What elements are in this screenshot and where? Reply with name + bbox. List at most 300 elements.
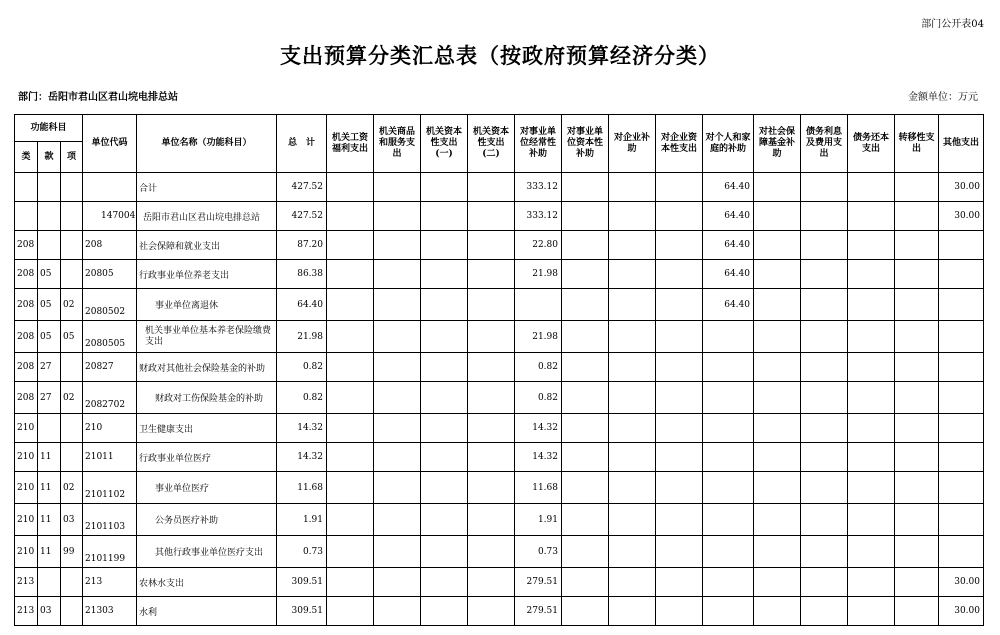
cell-total: 1.91 [277,504,327,536]
page-title: 支出预算分类汇总表（按政府预算经济分类） [280,43,720,68]
cell-lei: 213 [15,597,38,626]
cell-xiang [61,597,83,626]
cell-kuan: 11 [38,536,61,568]
header-kuan: 款 [38,142,61,173]
cell-lei: 208 [15,353,38,382]
cell-col13 [895,321,939,353]
cell-col9 [703,353,754,382]
cell-col6 [562,202,609,231]
cell-col13 [895,202,939,231]
cell-col5: 14.32 [515,414,562,443]
cell-col2 [374,536,421,568]
cell-col3 [421,382,468,414]
cell-col11 [801,568,848,597]
cell-col8 [656,231,703,260]
cell-col7 [609,536,656,568]
cell-col10 [754,382,801,414]
cell-col11 [801,443,848,472]
cell-col9 [703,568,754,597]
header-col11: 债务利息及费用支出 [801,115,848,173]
cell-unit-code: 208 [83,231,137,260]
cell-col7 [609,568,656,597]
cell-col1 [327,443,374,472]
cell-col4 [468,536,515,568]
cell-col7 [609,597,656,626]
table-row [15,289,984,321]
cell-col8 [656,289,703,321]
table-row [15,443,984,472]
cell-kuan [38,202,61,231]
cell-col9: 64.40 [703,289,754,321]
cell-col12 [848,414,895,443]
header-col4: 机关资本性支出(二) [468,115,515,173]
cell-col10 [754,414,801,443]
cell-total: 309.51 [277,597,327,626]
table-number-label: 部门公开表04 [921,19,984,30]
table-row [15,568,984,597]
header-col10: 对社会保障基金补助 [754,115,801,173]
cell-col10 [754,443,801,472]
cell-total: 427.52 [277,173,327,202]
header-col3: 机关资本性支出(一) [421,115,468,173]
cell-col1 [327,472,374,504]
cell-col1 [327,289,374,321]
cell-col13 [895,443,939,472]
cell-col2 [374,353,421,382]
cell-col14 [939,536,984,568]
cell-lei: 213 [15,568,38,597]
cell-xiang: 05 [61,321,83,353]
cell-xiang [61,443,83,472]
cell-col2 [374,472,421,504]
cell-col6 [562,568,609,597]
cell-col1 [327,321,374,353]
cell-unit-name: 事业单位医疗 [137,472,277,504]
cell-col4 [468,443,515,472]
cell-col10 [754,260,801,289]
cell-kuan: 11 [38,472,61,504]
cell-col7 [609,289,656,321]
cell-total: 14.32 [277,414,327,443]
cell-col6 [562,414,609,443]
table-row [15,414,984,443]
cell-col12 [848,260,895,289]
cell-col8 [656,321,703,353]
table-row [15,202,984,231]
cell-kuan: 27 [38,382,61,414]
header-col5: 对事业单位经常性补助 [515,115,562,173]
cell-kuan [38,173,61,202]
cell-col14 [939,260,984,289]
table-row [15,353,984,382]
cell-col11 [801,382,848,414]
cell-unit-name: 岳阳市君山区君山垸电排总站 [137,202,277,231]
cell-col9 [703,414,754,443]
cell-col9 [703,504,754,536]
cell-col8 [656,536,703,568]
cell-col4 [468,289,515,321]
cell-total: 64.40 [277,289,327,321]
cell-col7 [609,260,656,289]
cell-col8 [656,568,703,597]
cell-unit-name: 机关事业单位基本养老保险缴费支出 [137,321,277,353]
cell-total: 427.52 [277,202,327,231]
cell-col13 [895,597,939,626]
cell-col9: 64.40 [703,173,754,202]
cell-kuan: 05 [38,289,61,321]
cell-col14 [939,382,984,414]
cell-col3 [421,443,468,472]
cell-col6 [562,173,609,202]
cell-total: 21.98 [277,321,327,353]
cell-col1 [327,536,374,568]
amount-unit-label: 金额单位：万元 [908,92,978,103]
cell-unit-name: 行政事业单位养老支出 [137,260,277,289]
cell-col6 [562,443,609,472]
cell-col10 [754,289,801,321]
cell-col4 [468,472,515,504]
table-row [15,472,984,504]
cell-col13 [895,568,939,597]
cell-total: 309.51 [277,568,327,597]
cell-col11 [801,321,848,353]
cell-col12 [848,231,895,260]
cell-col5: 0.73 [515,536,562,568]
cell-unit-code: 2082702 [83,382,137,414]
cell-unit-code: 2101199 [83,536,137,568]
header-col14: 其他支出 [939,115,984,173]
cell-kuan: 05 [38,260,61,289]
cell-col12 [848,504,895,536]
cell-kuan: 11 [38,504,61,536]
cell-col13 [895,536,939,568]
cell-col6 [562,231,609,260]
cell-col2 [374,568,421,597]
header-col7: 对企业补助 [609,115,656,173]
cell-col4 [468,597,515,626]
cell-col5: 279.51 [515,568,562,597]
cell-lei: 208 [15,289,38,321]
cell-col13 [895,353,939,382]
cell-total: 87.20 [277,231,327,260]
cell-unit-name: 财政对工伤保险基金的补助 [137,382,277,414]
header-col1: 机关工资福利支出 [327,115,374,173]
cell-col7 [609,414,656,443]
cell-col6 [562,382,609,414]
cell-col4 [468,260,515,289]
cell-col4 [468,504,515,536]
cell-lei: 208 [15,382,38,414]
cell-col10 [754,321,801,353]
cell-col14 [939,443,984,472]
cell-kuan: 11 [38,443,61,472]
cell-unit-name: 其他行政事业单位医疗支出 [137,536,277,568]
cell-col8 [656,472,703,504]
cell-col8 [656,353,703,382]
cell-col11 [801,536,848,568]
cell-kuan [38,568,61,597]
cell-col7 [609,231,656,260]
cell-col10 [754,173,801,202]
cell-unit-name: 水利 [137,597,277,626]
cell-lei [15,202,38,231]
cell-col9 [703,321,754,353]
cell-col10 [754,353,801,382]
cell-col9 [703,382,754,414]
cell-col8 [656,173,703,202]
cell-col8 [656,443,703,472]
cell-col1 [327,260,374,289]
cell-col12 [848,568,895,597]
header-total: 总 计 [277,115,327,173]
cell-lei: 210 [15,414,38,443]
cell-col12 [848,202,895,231]
header-unit-code: 单位代码 [83,115,137,173]
cell-unit-code: 210 [83,414,137,443]
cell-col2 [374,597,421,626]
cell-col13 [895,260,939,289]
cell-kuan: 05 [38,321,61,353]
cell-col3 [421,260,468,289]
cell-unit-code: 2080505 [83,321,137,353]
cell-col3 [421,414,468,443]
cell-col13 [895,289,939,321]
cell-col5: 14.32 [515,443,562,472]
cell-col14 [939,321,984,353]
cell-col7 [609,321,656,353]
cell-col2 [374,231,421,260]
cell-col14: 30.00 [939,597,984,626]
cell-col10 [754,536,801,568]
cell-col13 [895,504,939,536]
cell-unit-code: 20805 [83,260,137,289]
cell-col3 [421,504,468,536]
cell-col3 [421,202,468,231]
table-row [15,597,984,626]
cell-col1 [327,173,374,202]
cell-col4 [468,231,515,260]
cell-col2 [374,173,421,202]
cell-lei: 210 [15,443,38,472]
cell-col3 [421,353,468,382]
cell-col7 [609,173,656,202]
cell-col9 [703,443,754,472]
cell-col4 [468,568,515,597]
cell-col5: 333.12 [515,202,562,231]
cell-unit-name: 社会保障和就业支出 [137,231,277,260]
cell-kuan: 03 [38,597,61,626]
cell-col2 [374,504,421,536]
cell-unit-code: 21303 [83,597,137,626]
cell-col1 [327,202,374,231]
cell-col14 [939,289,984,321]
cell-unit-code: 21011 [83,443,137,472]
cell-col8 [656,504,703,536]
cell-unit-code [83,173,137,202]
cell-kuan [38,414,61,443]
header-func-subject: 功能科目 [15,115,83,142]
table-row [15,260,984,289]
cell-col3 [421,321,468,353]
cell-col12 [848,382,895,414]
cell-lei: 210 [15,536,38,568]
cell-col10 [754,231,801,260]
cell-col6 [562,504,609,536]
cell-col1 [327,231,374,260]
cell-col2 [374,414,421,443]
cell-xiang [61,260,83,289]
header-unit-name: 单位名称（功能科目） [137,115,277,173]
cell-col12 [848,597,895,626]
cell-col3 [421,472,468,504]
cell-col7 [609,504,656,536]
cell-col11 [801,202,848,231]
cell-col14 [939,504,984,536]
cell-col8 [656,260,703,289]
cell-col5: 21.98 [515,321,562,353]
cell-col8 [656,414,703,443]
table-row [15,173,984,202]
cell-col3 [421,536,468,568]
cell-col9: 64.40 [703,202,754,231]
cell-col11 [801,289,848,321]
cell-col9 [703,597,754,626]
cell-unit-code: 213 [83,568,137,597]
header-lei: 类 [15,142,38,173]
cell-col1 [327,414,374,443]
cell-unit-code: 147004 [83,202,137,231]
cell-col4 [468,414,515,443]
cell-col2 [374,382,421,414]
cell-col12 [848,173,895,202]
cell-col14: 30.00 [939,568,984,597]
cell-col1 [327,568,374,597]
cell-col10 [754,472,801,504]
cell-col8 [656,202,703,231]
cell-total: 14.32 [277,443,327,472]
cell-col14 [939,231,984,260]
cell-col6 [562,260,609,289]
cell-total: 0.73 [277,536,327,568]
expenditure-budget-table [14,114,984,626]
header-col6: 对事业单位资本性补助 [562,115,609,173]
cell-col5: 11.68 [515,472,562,504]
cell-col6 [562,321,609,353]
cell-lei: 208 [15,321,38,353]
cell-unit-code: 2080502 [83,289,137,321]
cell-col10 [754,568,801,597]
cell-unit-name: 财政对其他社会保险基金的补助 [137,353,277,382]
header-xiang: 项 [61,142,83,173]
header-col13: 转移性支出 [895,115,939,173]
cell-total: 0.82 [277,382,327,414]
header-col12: 债务还本支出 [848,115,895,173]
cell-col4 [468,353,515,382]
cell-col1 [327,353,374,382]
cell-col13 [895,231,939,260]
cell-lei [15,173,38,202]
cell-unit-code: 20827 [83,353,137,382]
table-row [15,536,984,568]
header-col8: 对企业资本性支出 [656,115,703,173]
cell-lei: 210 [15,504,38,536]
cell-col5: 0.82 [515,353,562,382]
cell-xiang: 03 [61,504,83,536]
cell-col4 [468,382,515,414]
cell-col5: 279.51 [515,597,562,626]
cell-col13 [895,472,939,504]
cell-kuan [38,231,61,260]
cell-unit-code: 2101103 [83,504,137,536]
cell-col2 [374,202,421,231]
cell-col2 [374,443,421,472]
cell-total: 86.38 [277,260,327,289]
cell-col11 [801,353,848,382]
cell-unit-name: 农林水支出 [137,568,277,597]
cell-col10 [754,504,801,536]
cell-col12 [848,536,895,568]
cell-col3 [421,597,468,626]
cell-col3 [421,289,468,321]
cell-xiang [61,414,83,443]
cell-col11 [801,231,848,260]
cell-lei: 208 [15,260,38,289]
department-label: 部门：岳阳市君山区君山垸电排总站 [18,92,178,103]
cell-col9 [703,472,754,504]
cell-col7 [609,382,656,414]
cell-col5: 0.82 [515,382,562,414]
cell-col13 [895,173,939,202]
cell-col13 [895,382,939,414]
cell-col2 [374,289,421,321]
cell-total: 11.68 [277,472,327,504]
cell-col9 [703,536,754,568]
cell-col3 [421,568,468,597]
cell-col12 [848,472,895,504]
cell-col5: 1.91 [515,504,562,536]
table-row [15,382,984,414]
cell-col8 [656,382,703,414]
cell-col11 [801,597,848,626]
cell-col5: 22.80 [515,231,562,260]
header-col9: 对个人和家庭的补助 [703,115,754,173]
cell-col5: 333.12 [515,173,562,202]
cell-col2 [374,260,421,289]
cell-unit-name: 合计 [137,173,277,202]
cell-col11 [801,472,848,504]
cell-unit-name: 卫生健康支出 [137,414,277,443]
cell-col1 [327,597,374,626]
cell-col6 [562,536,609,568]
header-col2: 机关商品和服务支出 [374,115,421,173]
cell-unit-code: 2101102 [83,472,137,504]
cell-lei: 208 [15,231,38,260]
cell-unit-name: 公务员医疗补助 [137,504,277,536]
cell-col4 [468,202,515,231]
cell-xiang: 99 [61,536,83,568]
cell-col7 [609,202,656,231]
cell-col6 [562,289,609,321]
cell-col1 [327,504,374,536]
cell-col3 [421,231,468,260]
cell-col11 [801,173,848,202]
cell-col8 [656,597,703,626]
cell-col9: 64.40 [703,260,754,289]
cell-col14 [939,353,984,382]
cell-col3 [421,173,468,202]
cell-unit-name: 行政事业单位医疗 [137,443,277,472]
cell-col12 [848,289,895,321]
